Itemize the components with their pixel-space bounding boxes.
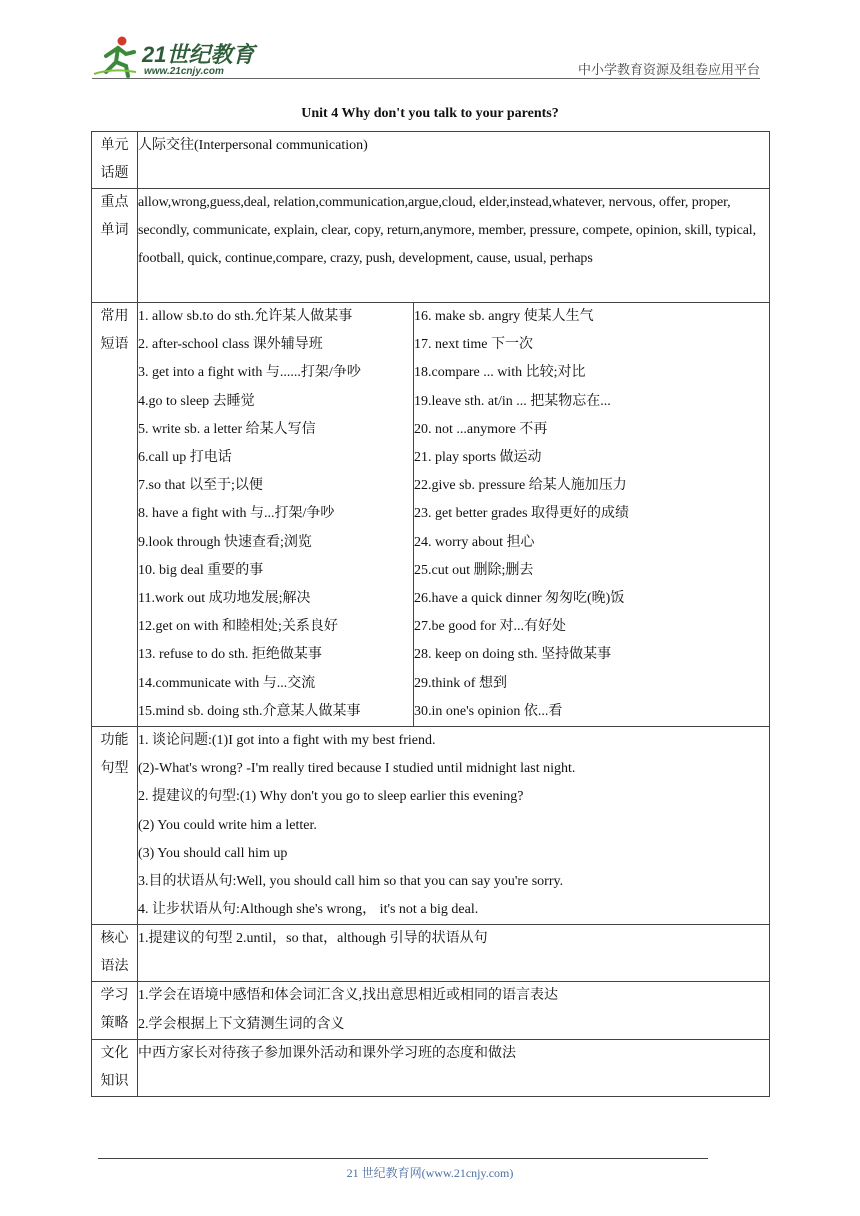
phrase-item: 3. get into a fight with 与......打架/争吵 <box>138 365 361 381</box>
row-label <box>92 982 138 1039</box>
vocab-cell <box>138 189 770 303</box>
site-logo <box>92 34 262 78</box>
grammar-cell <box>138 925 770 982</box>
row-label <box>92 1039 138 1096</box>
phrase-item: 2. after-school class 课外辅导班 <box>138 337 323 353</box>
phrase-item: 25.cut out 删除;删去 <box>414 562 534 578</box>
header-divider <box>92 78 760 79</box>
row-vocab <box>92 189 770 303</box>
row-label <box>92 189 138 303</box>
phrase-item: 15.mind sb. doing sth.介意某人做某事 <box>138 703 361 719</box>
label-line: 语法 <box>100 959 129 975</box>
phrase-item: 23. get better grades 取得更好的成绩 <box>414 506 630 522</box>
label-line: 知识 <box>100 1073 129 1089</box>
strategy-line: 1.学会在语境中感悟和体会词汇含义,找出意思相近或相同的语言表达 <box>138 988 558 1004</box>
phrase-item: 17. next time 下一次 <box>414 337 533 353</box>
label-line: 单词 <box>100 223 129 238</box>
phrase-item: 9.look through 快速查看;浏览 <box>138 534 312 550</box>
phrases-right-cell <box>414 303 770 727</box>
label-line: 核心 <box>100 931 129 947</box>
phrase-item: 8. have a fight with 与...打架/争吵 <box>138 506 335 522</box>
row-grammar <box>92 925 770 982</box>
row-culture <box>92 1039 770 1096</box>
row-sentences <box>92 727 770 925</box>
phrase-item: 5. write sb. a letter 给某人写信 <box>138 421 316 437</box>
phrase-item: 11.work out 成功地发展;解决 <box>138 591 311 607</box>
phrase-item: 6.call up 打电话 <box>138 450 232 466</box>
phrases-left-cell <box>138 303 414 727</box>
phrase-item: 14.communicate with 与...交流 <box>138 675 316 691</box>
platform-tagline: 中小学教育资源及组卷应用平台 <box>577 63 760 78</box>
phrase-item: 22.give sb. pressure 给某人施加压力 <box>414 478 627 494</box>
strategy-cell <box>138 982 770 1039</box>
runner-logo-icon <box>92 34 144 78</box>
phrase-item: 4.go to sleep 去睡觉 <box>138 393 255 409</box>
topic-text: 人际交往(Interpersonal communication) <box>138 138 368 153</box>
phrase-item: 28. keep on doing sth. 坚持做某事 <box>414 647 612 663</box>
vocab-text: allow,wrong,guess,deal, relation,communication,argue,cloud, elder,instead,whatever, nervous, offer, proper, secondly, communicate, explain, clear, copy, return,anymore, member, pressure, compete, opinion, skill, typical, football, quick, continue,compare, crazy, push, development, cause, usual, perhaps <box>138 195 756 267</box>
footer-divider <box>98 1158 708 1159</box>
label-line: 功能 <box>100 733 129 749</box>
grammar-text: 1.提建议的句型 2.until，so that，although 引导的状语从句 <box>138 931 488 947</box>
label-line: 策略 <box>100 1016 129 1032</box>
document-title: Unit 4 Why don't you talk to your parents? <box>301 106 559 121</box>
row-label <box>92 727 138 925</box>
sentence-line: (3) You should call him up <box>138 845 288 861</box>
row-strategy <box>92 982 770 1039</box>
logo-text: 21世纪教育 <box>142 42 255 67</box>
sentence-line: 1. 谈论问题:(1)I got into a fight with my best friend. <box>138 733 436 749</box>
phrase-item: 21. play sports 做运动 <box>414 450 542 466</box>
label-line: 学习 <box>100 988 129 1004</box>
phrase-item: 20. not ...anymore 不再 <box>414 421 548 437</box>
page-header <box>92 28 760 82</box>
row-label <box>92 132 138 189</box>
logo-url: www.21cnjy.com <box>144 66 224 77</box>
sentences-cell <box>138 727 770 925</box>
phrase-item: 24. worry about 担心 <box>414 534 535 550</box>
phrase-item: 19.leave sth. at/in ... 把某物忘在... <box>414 393 611 409</box>
phrase-item: 1. allow sb.to do sth.允许某人做某事 <box>138 309 353 324</box>
strategy-line: 2.学会根据上下文猜测生词的含义 <box>138 1016 345 1032</box>
label-line: 句型 <box>100 761 129 777</box>
phrase-item: 12.get on with 和睦相处;关系良好 <box>138 619 338 635</box>
sentence-line: (2)-What's wrong? -I'm really tired because I studied until midnight last night. <box>138 761 576 777</box>
label-line: 单元 <box>100 138 129 153</box>
phrase-item: 18.compare ... with 比较;对比 <box>414 365 586 381</box>
sentence-line: (2) You could write him a letter. <box>138 817 317 833</box>
label-line: 常用 <box>100 309 129 324</box>
row-label <box>92 925 138 982</box>
phrase-item: 7.so that 以至于;以便 <box>138 478 263 494</box>
row-label <box>92 303 138 727</box>
phrase-item: 29.think of 想到 <box>414 675 507 691</box>
unit-summary-table <box>91 131 770 1097</box>
label-line: 话题 <box>100 166 129 181</box>
phrase-item: 16. make sb. angry 使某人生气 <box>414 309 594 324</box>
phrase-item: 10. big deal 重要的事 <box>138 562 264 578</box>
sentence-line: 2. 提建议的句型:(1) Why don't you go to sleep earlier this evening? <box>138 789 524 805</box>
phrase-item: 30.in one's opinion 依...看 <box>414 703 563 719</box>
row-phrases <box>92 303 770 727</box>
phrase-item: 13. refuse to do sth. 拒绝做某事 <box>138 647 322 663</box>
topic-cell <box>138 132 770 189</box>
label-line: 文化 <box>100 1045 129 1061</box>
row-topic <box>92 132 770 189</box>
sentence-line: 3.目的状语从句:Well, you should call him so that you can say you're sorry. <box>138 874 564 890</box>
culture-text: 中西方家长对待孩子参加课外活动和课外学习班的态度和做法 <box>138 1045 516 1061</box>
label-line: 重点 <box>100 195 129 210</box>
footer-link[interactable]: 21 世纪教育网(www.21cnjy.com) <box>346 1166 514 1180</box>
sentence-line: 4. 让步状语从句:Although she's wrong， it's not a big deal. <box>138 902 479 918</box>
culture-cell <box>138 1039 770 1096</box>
phrase-item: 27.be good for 对...有好处 <box>414 619 567 635</box>
label-line: 短语 <box>100 337 129 352</box>
phrase-item: 26.have a quick dinner 匆匆吃(晚)饭 <box>414 591 625 607</box>
